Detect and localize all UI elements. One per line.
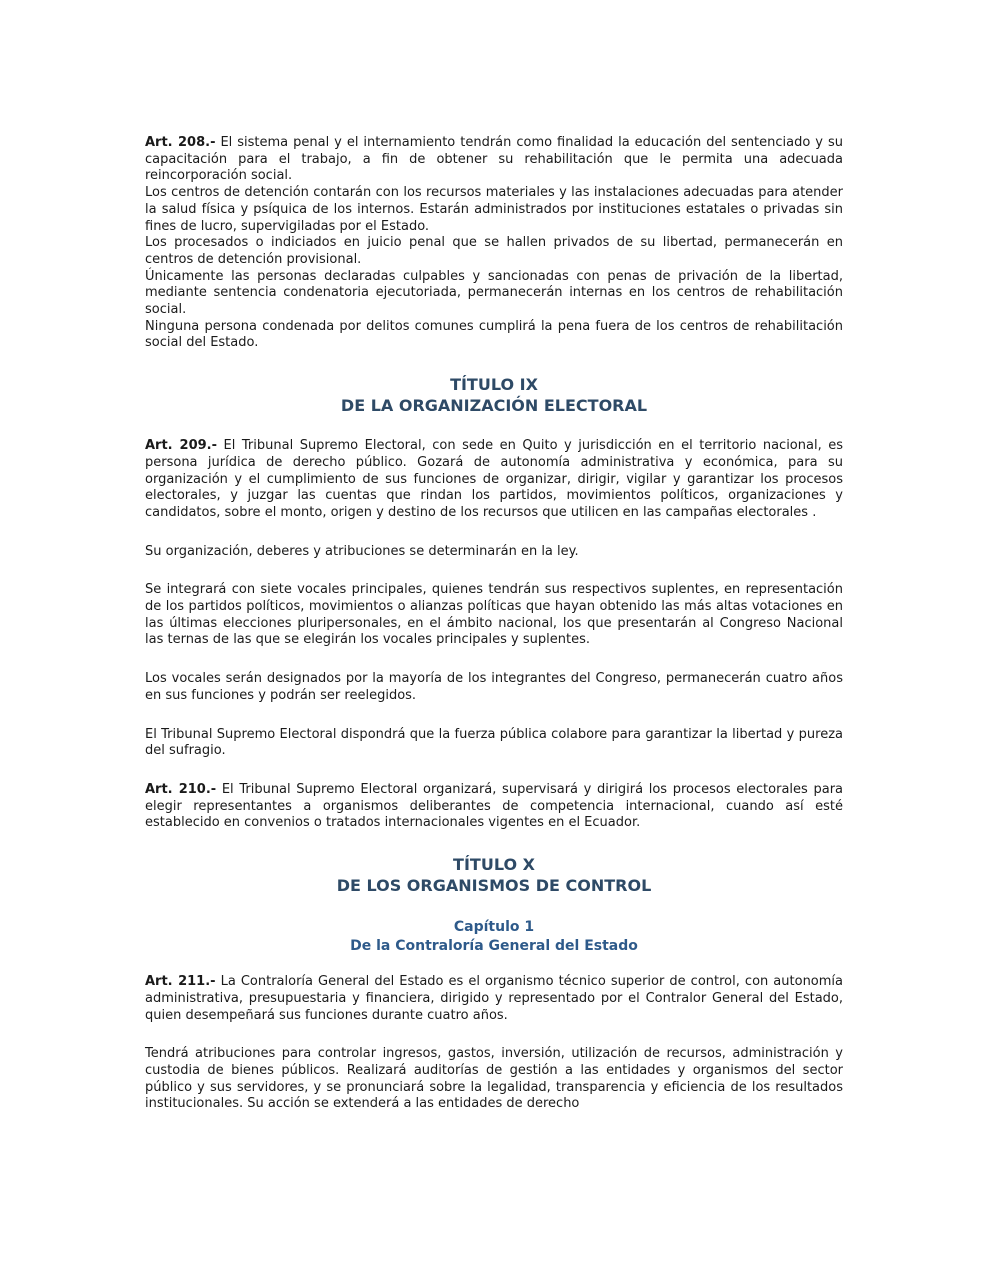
- art-211-paragraph-1: Art. 211.- La Contraloría General del Estado es el organismo técnico superior de control, con autonomía administrativa, presupuestaria y financiera, dirigido y representado por el Contralor General del Estado, quien desempeñará sus funciones durante cuatro años.: [145, 974, 843, 1023]
- art-209-paragraph-3: Se integrará con siete vocales principales, quienes tendrán sus respectivos suplentes, en representación de los partidos políticos, movimientos o alianzas políticas que hayan obtenido las más altas votaciones en las últimas elecciones pluripersonales, en el ámbito nacional, los que presentarán al Congreso Nacional las ternas de las que se elegirán los vocales principales y suplentes.: [145, 582, 843, 648]
- spacer: [145, 760, 843, 782]
- spacer: [145, 1024, 843, 1046]
- art-210-label: Art. 210.-: [145, 781, 217, 797]
- title-x-number: TÍTULO X: [453, 855, 535, 875]
- art-209-label: Art. 209.-: [145, 438, 218, 454]
- chapter-1-number: Capítulo 1: [453, 919, 535, 936]
- art-208-paragraph-2: Los centros de detención contarán con los recursos materiales y las instalaciones adecuadas para atender la salud física y psíquica de los internos. Estarán administrados por instituciones estatales o privadas sin fines de lucro, supervigiladas por el Estado.: [145, 185, 843, 234]
- art-211-label: Art. 211.-: [145, 974, 216, 990]
- art-208-paragraph-1: Art. 208.- El sistema penal y el internamiento tendrán como finalidad la educación del sentenciado y su capacitación para el trabajo, a fin de obtener su rehabilitación que le permita una adecuada reincorporación social.: [145, 135, 843, 184]
- art-209-paragraph-1: Art. 209.- El Tribunal Supremo Electoral, con sede en Quito y jurisdicción en el territorio nacional, es persona jurídica de derecho público. Gozará de autonomía administrativa y económica, para su organización y el cumplimiento de sus funciones de organizar, dirigir, vigilar y garantizar los procesos electorales, y juzgar las cuentas que rindan los partidos, movimientos políticos, organizaciones y candidatos, sobre el monto, origen y destino de los recursos que utilicen en las campañas electorales .: [145, 438, 844, 520]
- title-ix-number: TÍTULO IX: [450, 375, 538, 395]
- art-209-paragraph-2: Su organización, deberes y atribuciones se determinarán en la ley.: [145, 543, 579, 559]
- title-x-name: DE LOS ORGANISMOS DE CONTROL: [336, 876, 652, 896]
- art-210-paragraph-1: Art. 210.- El Tribunal Supremo Electoral organizará, supervisará y dirigirá los procesos electorales para elegir representantes a organismos deliberantes de competencia internacional, cuando así esté establecido en convenios o tratados internacionales vigentes en el Ecuador.: [145, 781, 844, 831]
- title-ix-name: DE LA ORGANIZACIÓN ELECTORAL: [340, 396, 648, 416]
- art-208-paragraph-5: Ninguna persona condenada por delitos comunes cumplirá la pena fuera de los centros de rehabilitación social del Estado.: [145, 318, 843, 351]
- art-211-paragraph-2: Tendrá atribuciones para controlar ingresos, gastos, inversión, utilización de recursos, administración y custodia de bienes públicos. Realizará auditorías de gestión a las entidades y organismos del sector público y sus servidores, y se pronunciará sobre la legalidad, transparencia y eficiencia de los resultados institucionales. Su acción se extenderá a las entidades de derecho: [145, 1046, 843, 1112]
- title-x-heading: [145, 854, 843, 896]
- spacer: [145, 705, 843, 727]
- spacer: [145, 522, 843, 544]
- chapter-1-heading: [145, 918, 843, 956]
- spacer: [145, 560, 843, 582]
- spacer: [145, 649, 843, 671]
- title-ix-heading: [145, 374, 843, 416]
- art-208-paragraph-4: Únicamente las personas declaradas culpables y sancionadas con penas de privación de la libertad, mediante sentencia condenatoria ejecutoriada, permanecerán internas en los centros de rehabilitación social.: [145, 268, 843, 318]
- art-209-paragraph-5: El Tribunal Supremo Electoral dispondrá que la fuerza pública colabore para garantizar la libertad y pureza del sufragio.: [145, 726, 843, 759]
- art-209-paragraph-4: Los vocales serán designados por la mayoría de los integrantes del Congreso, permanecerán cuatro años en sus funciones y podrán ser reelegidos.: [145, 671, 843, 703]
- art-208-label: Art. 208.-: [145, 135, 216, 150]
- document-page: [145, 135, 843, 1113]
- art-208-paragraph-3: Los procesados o indiciados en juicio penal que se hallen privados de su libertad, permanecerán en centros de detención provisional.: [145, 235, 843, 267]
- chapter-1-name: De la Contraloría General del Estado: [350, 938, 638, 955]
